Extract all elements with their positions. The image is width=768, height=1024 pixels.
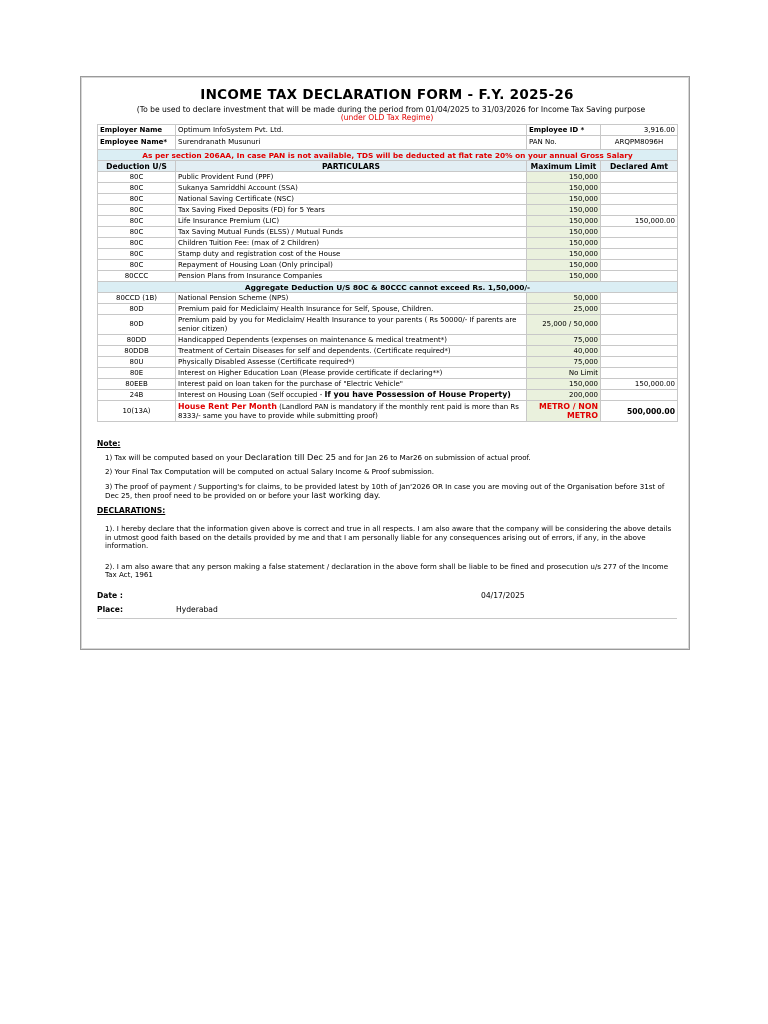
declared-cell[interactable] [601,205,678,216]
particulars-cell: Premium paid by you for Mediclaim/ Health Insurance to your parents ( Rs 50000/- If parents are senior citizen) [176,315,527,335]
note-2: 2) Your Final Tax Computation will be computed on actual Salary Income & Proof submission. [105,467,435,476]
declared-cell[interactable] [601,335,678,346]
limit-cell: 75,000 [527,357,601,368]
declared-cell[interactable] [601,315,678,335]
declared-cell[interactable] [601,194,678,205]
limit-cell: 25,000 [527,304,601,315]
particulars-cell: Handicapped Dependents (expenses on maintenance & medical treatment*) [176,335,527,346]
note-heading: Note: [97,439,121,448]
limit-cell: 150,000 [527,249,601,260]
note-1 [105,453,677,463]
table-row [98,335,678,346]
section-cell: 80C [98,216,176,227]
section-cell: 80C [98,238,176,249]
note-3 [105,483,677,501]
table-row [98,304,678,315]
particulars-cell: Repayment of Housing Loan (Only principal) [176,260,527,271]
particulars-text: (Landlord PAN is mandatory if the monthly rent paid is more than Rs 8333/- same you have to provide while submitting proof) [178,402,519,420]
particulars-cell [176,401,527,422]
section-cell: 80D [98,315,176,335]
particulars-cell: Pension Plans from Insurance Companies [176,271,527,282]
declared-cell[interactable] [601,249,678,260]
particulars-text: Interest on Housing Loan (Self occupied - [178,391,325,399]
table-row [98,238,678,249]
declarations-heading: DECLARATIONS: [97,505,166,515]
limit-cell: 50,000 [527,293,601,304]
table-row [98,401,678,422]
notes-section [97,440,677,619]
table-row [98,194,678,205]
limit-cell: 150,000 [527,271,601,282]
particulars-cell: Tax Saving Mutual Funds (ELSS) / Mutual Funds [176,227,527,238]
limit-cell: 150,000 [527,260,601,271]
section-cell: 80C [98,249,176,260]
section-cell: 80C [98,172,176,183]
particulars-cell: Interest paid on loan taken for the purchase of "Electric Vehicle" [176,379,527,390]
particulars-cell: National Saving Certificate (NSC) [176,194,527,205]
table-row [98,357,678,368]
declaration-2: 2). I am also aware that any person making a false statement / declaration in the above form shall be liable to be fined and prosecution u/s 277 of the Income Tax Act, 1961 [105,561,669,579]
employee-id-label: Employee ID * [527,125,601,136]
pan-warning: As per section 206AA, In case PAN is not available, TDS will be deducted at flat rate 20% on your annual Gross Salary [98,150,678,161]
section-cell: 80CCD (1B) [98,293,176,304]
limit-cell: 150,000 [527,238,601,249]
particulars-cell: Interest on Higher Education Loan (Please provide certificate if declaring**) [176,368,527,379]
declaration-1: 1). I hereby declare that the information given above is correct and true in all respects. I am also aware that the company will be considering the above details in utmost good faith based on the details provided by me and that I am personally liable for any consequences arising out of errors, if any, in the above information. [105,524,672,550]
declared-cell[interactable] [601,227,678,238]
aggregate-row [98,282,678,293]
section-cell: 80D [98,304,176,315]
form-page [80,76,690,650]
column-header-row [98,161,678,172]
declared-cell[interactable] [601,271,678,282]
table-row [98,227,678,238]
section-cell: 80CCC [98,271,176,282]
form-subtitle: (To be used to declare investment that will be made during the period from 01/04/2025 to 31/03/2026 for Income Tax Saving purpose [136,105,646,114]
declared-cell[interactable]: 500,000.00 [601,401,678,422]
date-row [97,592,677,606]
section-80c-rows [98,172,678,282]
section-cell: 80C [98,194,176,205]
section-cell: 80C [98,205,176,216]
section-cell: 80EEB [98,379,176,390]
particulars-cell: Public Provident Fund (PPF) [176,172,527,183]
limit-cell: 40,000 [527,346,601,357]
declared-cell[interactable] [601,260,678,271]
employer-label: Employer Name [98,125,176,136]
particulars-cell: Physically Disabled Assesse (Certificate required*) [176,357,527,368]
table-row [98,183,678,194]
employee-name-value[interactable]: Surendranath Musunuri [176,136,527,150]
tax-regime-note: (under OLD Tax Regime) [340,113,434,122]
aggregate-note: Aggregate Deduction U/S 80C & 80CCC cannot exceed Rs. 1,50,000/- [98,282,678,293]
section-cell: 80DDB [98,346,176,357]
table-row [98,249,678,260]
table-row [98,368,678,379]
declared-cell[interactable] [601,357,678,368]
employee-row [98,136,678,150]
hra-label: House Rent Per Month [178,401,277,411]
form-title: INCOME TAX DECLARATION FORM - F.Y. 2025-26 [200,87,574,103]
declared-cell[interactable] [601,304,678,315]
particulars-bold: If you have Possession of House Property) [324,390,511,399]
particulars-cell: Premium paid for Mediclaim/ Health Insurance for Self, Spouse, Children. [176,304,527,315]
particulars-cell [176,390,527,401]
table-row [98,315,678,335]
date-label: Date : [97,590,123,600]
declared-cell[interactable] [601,390,678,401]
limit-cell: 150,000 [527,205,601,216]
section-cell: 80C [98,183,176,194]
declared-cell[interactable] [601,172,678,183]
place-row [97,606,677,619]
note-1-tail: and for Jan 26 to Mar26 on submission of actual proof. [335,452,531,462]
limit-cell: 150,000 [527,227,601,238]
limit-cell: METRO / NON METRO [527,401,601,422]
limit-cell: 75,000 [527,335,601,346]
employer-row [98,125,678,136]
particulars-cell: Sukanya Samriddhi Account (SSA) [176,183,527,194]
date-value[interactable]: 04/17/2025 [481,590,525,600]
place-label: Place: [97,604,123,614]
col-limit: Maximum Limit [527,161,601,172]
employer-value[interactable]: Optimum InfoSystem Pvt. Ltd. [176,125,527,136]
col-section: Deduction U/S [98,161,176,172]
section-cell: 80U [98,357,176,368]
section-cell: 24B [98,390,176,401]
section-cell: 80DD [98,335,176,346]
table-row [98,271,678,282]
note-1-emphasis: Declaration till Dec 25 [244,451,336,462]
particulars-cell: National Pension Scheme (NPS) [176,293,527,304]
limit-cell: 150,000 [527,194,601,205]
declared-cell[interactable] [601,293,678,304]
place-value[interactable]: Hyderabad [176,604,218,614]
table-row [98,346,678,357]
note-1-text: 1) Tax will be computed based on your [105,452,245,462]
section-cell: 80C [98,227,176,238]
note-3-text: 3) The proof of payment / Supporting's for claims, to be provided latest by 10th of Jan'2026 OR In case you are moving out of the Organisation before 31st of Dec 25, then proof need to be provided on or before your [105,481,665,500]
declared-cell[interactable] [601,238,678,249]
limit-cell: No Limit [527,368,601,379]
other-deduction-rows [98,293,678,390]
table-row [98,216,678,227]
pan-label: PAN No. [527,136,601,150]
declaration-table [97,124,678,422]
declared-cell[interactable] [601,368,678,379]
particulars-cell: Children Tuition Fee: (max of 2 Children) [176,238,527,249]
employee-id-value[interactable]: 3,916.00 [601,125,678,136]
table-row [98,205,678,216]
section-cell: 80C [98,260,176,271]
note-3-emphasis: last working day. [311,490,381,500]
col-particulars: PARTICULARS [176,161,527,172]
particulars-cell: Treatment of Certain Diseases for self and dependents. (Certificate required*) [176,346,527,357]
table-row [98,260,678,271]
pan-value[interactable]: ARQPM8096H [601,136,678,150]
pan-warning-row [98,150,678,161]
col-declared: Declared Amt [601,161,678,172]
table-row [98,379,678,390]
limit-cell: 200,000 [527,390,601,401]
particulars-cell: Life Insurance Premium (LIC) [176,216,527,227]
limit-cell: 150,000 [527,216,601,227]
limit-cell: 25,000 / 50,000 [527,315,601,335]
table-row [98,172,678,183]
table-row [98,293,678,304]
limit-cell: 150,000 [527,379,601,390]
particulars-cell: Stamp duty and registration cost of the House [176,249,527,260]
employee-name-label: Employee Name* [98,136,176,150]
form-content [97,85,677,619]
declared-cell[interactable]: 150,000.00 [601,216,678,227]
declared-cell[interactable] [601,346,678,357]
table-row [98,390,678,401]
declared-cell[interactable]: 150,000.00 [601,379,678,390]
limit-cell: 150,000 [527,183,601,194]
declared-cell[interactable] [601,183,678,194]
section-cell: 10(13A) [98,401,176,422]
limit-cell: 150,000 [527,172,601,183]
particulars-cell: Tax Saving Fixed Deposits (FD) for 5 Years [176,205,527,216]
section-cell: 80E [98,368,176,379]
